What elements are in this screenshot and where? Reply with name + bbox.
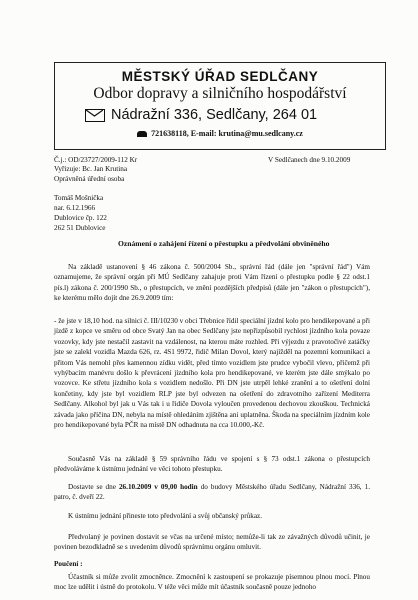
envelope-icon (85, 109, 105, 122)
appointment-text-post: do budovy Městského úřadu Sedlčany, Nádražní 336, 1. patro, č. dveří 22. (54, 483, 371, 502)
handled-by: Vyřizuje: Bc. Jan Krutina (54, 165, 128, 173)
recipient-street: Dublovice čp. 122 (54, 214, 107, 222)
document-subject: Oznámení o zahájení řízení o přestupku a předvolání obviněného (118, 239, 330, 248)
appointment-datetime: 26.10.2009 v 09,00 hodin (118, 483, 198, 491)
place-date: V Sedlčanech dne 9.10.2009 (268, 156, 351, 164)
department-name: Odbor dopravy a silničního hospodářství (93, 85, 347, 102)
contact-info: 721638118, E-mail: krutina@mu.sedlcany.cz (151, 129, 303, 138)
recipient-birthdate: nar. 6.12.1966 (54, 204, 96, 212)
paragraph-bring-id: K ústnímu jednání přineste toto předvolání a svůj občanský průkaz. (68, 512, 263, 520)
contact-row (55, 129, 385, 138)
paragraph-offense: - že jste v 18,10 hod. na silnici č. III/10230 v obci Třebnice řídil speciální jízdní kolo pro hendikepované a při jízdě z kopce ve směru od obce Svatý Jan na obec Sedlčany jste nepřizpůsobil rychlost jízdního kola povaze vozovky, kdy jste nestačil zastavit na vzdálenost, na kterou máte rozhled. Při výjezdu z pravotočivé zatáčky jste se zalekl vozidla Mazda 626, rz. 4S1 9972, řidič Milan Dovol, který najížděl na pozemní komunikaci a přitom Vás nemohl přes kamennou zídku vidět, před tímto vozidlem jste prudce vybočil vlevo, přičemž při vyhýbacím manévru došlo k převrácení jízdního kola pro hendikepované, ve kterém jste dále smýkalo po vozovce. Ke střetu jízdního kola s vozidlem nedošlo. Při DN jste utrpěl lehké zranění a to ošetření dolní končetiny, kdy jste byl vozidlem RLP jste byl odvezen na ošetření do zdravotního zařízení Mediterra Sedlčany. Alkohol byl jak u Vás tak i u řidiče Dovola vyloučen provedenou dechovou zkouškou. Technická závada jako příčina DN, nebyla na místě ohledáním zjištěna ani uplatněna. Škoda na speciálním jízdním kole pro hendikepované byla PČR na místě DN odhadnuta na cca 10.000,-Kč. (54, 317, 370, 430)
instructions-title: Poučení : (54, 560, 83, 568)
authority-name: MĚSTSKÝ ÚŘAD SEDLČANY (121, 69, 319, 84)
recipient-name: Tomáš Mošnička (54, 194, 104, 202)
paragraph-intro: Na základě ustanovení § 46 zákona č. 500/2004 Sb., správní řád (dále jen "správní řád") Vám oznamujeme, že správní orgán při MÚ Sedlčany zahajuje proti Vám řízení o přestupku podle § 22 odst.1 pís.l) zákona č. 200/1990 Sb., o přestupcích, ve znění pozdějších předpisů (dále jen "zákon o přestupcích"), ke kterému mělo dojít dne 26.9.2009 tím: (54, 263, 370, 303)
paragraph-obligation: Předvolaný je povinen dostavit se včas na určené místo; nemůže-li tak ze závažných důvodů učinit, je povinen bezodkladně se s uvedením důvodů správnímu orgánu omluvit. (54, 533, 370, 552)
paragraph-proxy: Účastník si může zvolit zmocněnce. Zmocnění k zastoupení se prokazuje písemnou plnou mocí. Plnou moc lze udělit i ústně do protokolu. V téže věci může mít účastník současně pouze jednoho (54, 573, 370, 592)
phone-icon (137, 131, 147, 137)
letterhead (54, 62, 386, 150)
official-role: Oprávněná úřední osoba (54, 175, 125, 183)
recipient-city: 262 51 Dublovice (54, 224, 106, 232)
appointment-text-pre: Dostavte se dne (68, 483, 119, 491)
address-row (85, 105, 317, 125)
office-address: Nádražní 336, Sedlčany, 264 01 (111, 107, 318, 123)
reference-number: Č.j.: OD/23727/2009-112 Kr (54, 156, 138, 164)
paragraph-appointment (54, 482, 370, 503)
paragraph-summons: Současně Vás na základě § 59 správního řádu ve spojení s § 73 odst.1 zákona o přestupcích předvoláváme k ústnímu jednání ve věci tohoto přestupku. (54, 455, 370, 474)
